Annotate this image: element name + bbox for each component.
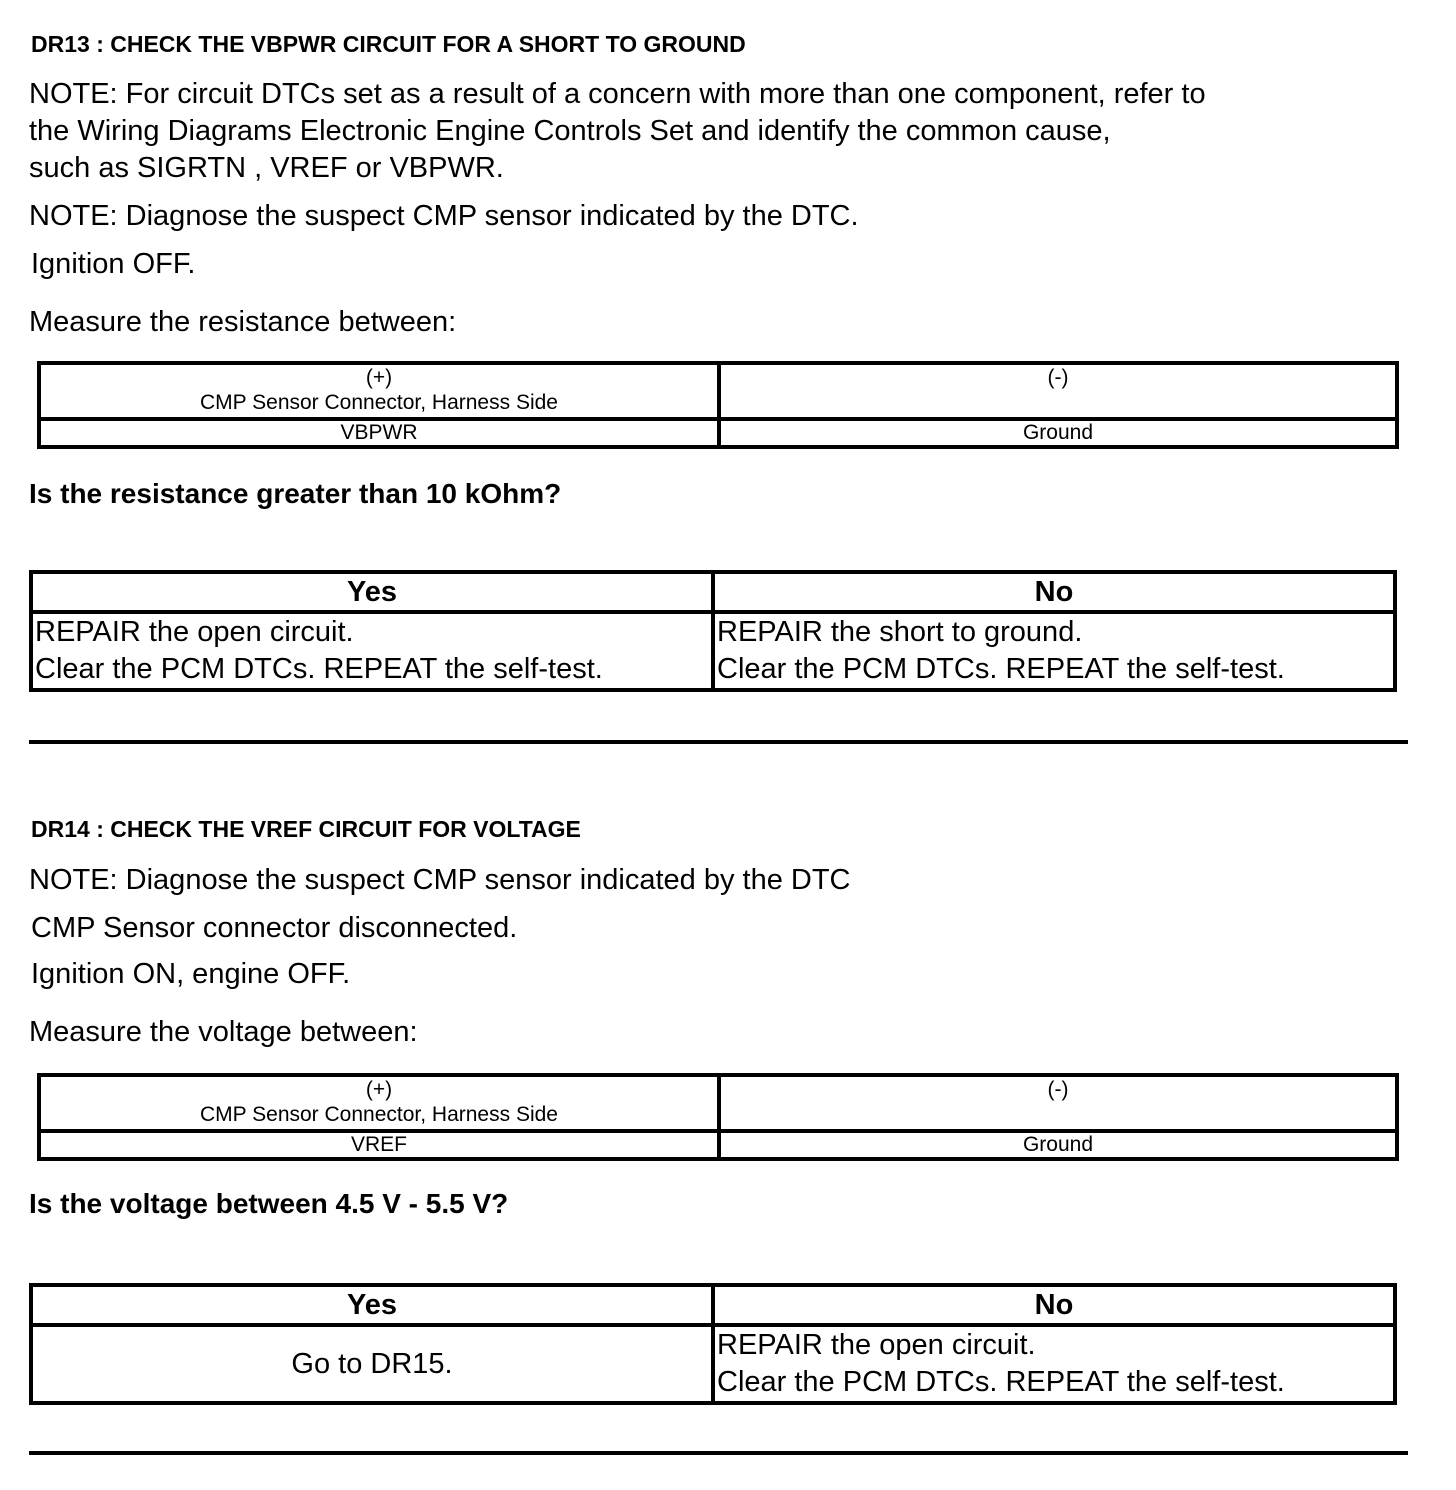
dr13-step-ignition: Ignition OFF.	[31, 248, 196, 280]
minus-value: Ground	[719, 1131, 1397, 1159]
action-line: REPAIR the open circuit.	[717, 1329, 1036, 1361]
dr14-question: Is the voltage between 4.5 V - 5.5 V?	[29, 1188, 509, 1219]
dr14-measure-label: Measure the voltage between:	[29, 1016, 418, 1048]
section-divider	[29, 740, 1408, 744]
note-line: NOTE: For circuit DTCs set as a result of a concern with more than one component, refer to	[29, 78, 1206, 110]
yes-action	[31, 612, 713, 690]
action-line: Clear the PCM DTCs. REPEAT the self-test.	[35, 653, 603, 685]
no-header: No	[713, 1285, 1395, 1325]
dr14-step-ignition: Ignition ON, engine OFF.	[31, 958, 351, 990]
dr13-heading: DR13 : CHECK THE VBPWR CIRCUIT FOR A SHORT TO GROUND	[31, 31, 746, 57]
yes-action: Go to DR15.	[31, 1325, 713, 1403]
action-line: Clear the PCM DTCs. REPEAT the self-test.	[717, 1366, 1285, 1398]
plus-desc: CMP Sensor Connector, Harness Side	[200, 1103, 558, 1126]
dr14-step-connector: CMP Sensor connector disconnected.	[31, 912, 518, 944]
dr14-heading: DR14 : CHECK THE VREF CIRCUIT FOR VOLTAGE	[31, 816, 581, 842]
minus-header-cell: (-)	[719, 1075, 1397, 1131]
note-line: such as SIGRTN , VREF or VBPWR.	[29, 152, 504, 184]
yes-header: Yes	[31, 1285, 713, 1325]
note-line: the Wiring Diagrams Electronic Engine Controls Set and identify the common cause,	[29, 115, 1111, 147]
no-action	[713, 612, 1395, 690]
no-header: No	[713, 572, 1395, 612]
action-line: REPAIR the open circuit.	[35, 616, 354, 648]
dr14-note1: NOTE: Diagnose the suspect CMP sensor indicated by the DTC	[29, 864, 851, 896]
plus-value: VREF	[39, 1131, 719, 1159]
dr14-measurement-table	[37, 1073, 1399, 1161]
dr13-answer-table	[29, 570, 1397, 692]
action-line: REPAIR the short to ground.	[717, 616, 1083, 648]
plus-label: (+)	[365, 366, 393, 389]
dr14-answer-table	[29, 1283, 1397, 1405]
dr13-question: Is the resistance greater than 10 kOhm?	[29, 478, 562, 509]
yes-header: Yes	[31, 572, 713, 612]
plus-label: (+)	[365, 1078, 393, 1101]
dr13-note2: NOTE: Diagnose the suspect CMP sensor indicated by the DTC.	[29, 200, 859, 232]
minus-value: Ground	[719, 419, 1397, 447]
plus-desc: CMP Sensor Connector, Harness Side	[200, 391, 558, 414]
section-divider	[29, 1451, 1408, 1455]
no-action	[713, 1325, 1395, 1403]
dr13-measurement-table	[37, 361, 1399, 449]
plus-header-cell	[39, 363, 719, 419]
dr13-measure-label: Measure the resistance between:	[29, 306, 457, 338]
minus-header-cell: (-)	[719, 363, 1397, 419]
action-line: Clear the PCM DTCs. REPEAT the self-test.	[717, 653, 1285, 685]
plus-value: VBPWR	[39, 419, 719, 447]
dr13-note1	[29, 76, 1206, 187]
plus-header-cell	[39, 1075, 719, 1131]
